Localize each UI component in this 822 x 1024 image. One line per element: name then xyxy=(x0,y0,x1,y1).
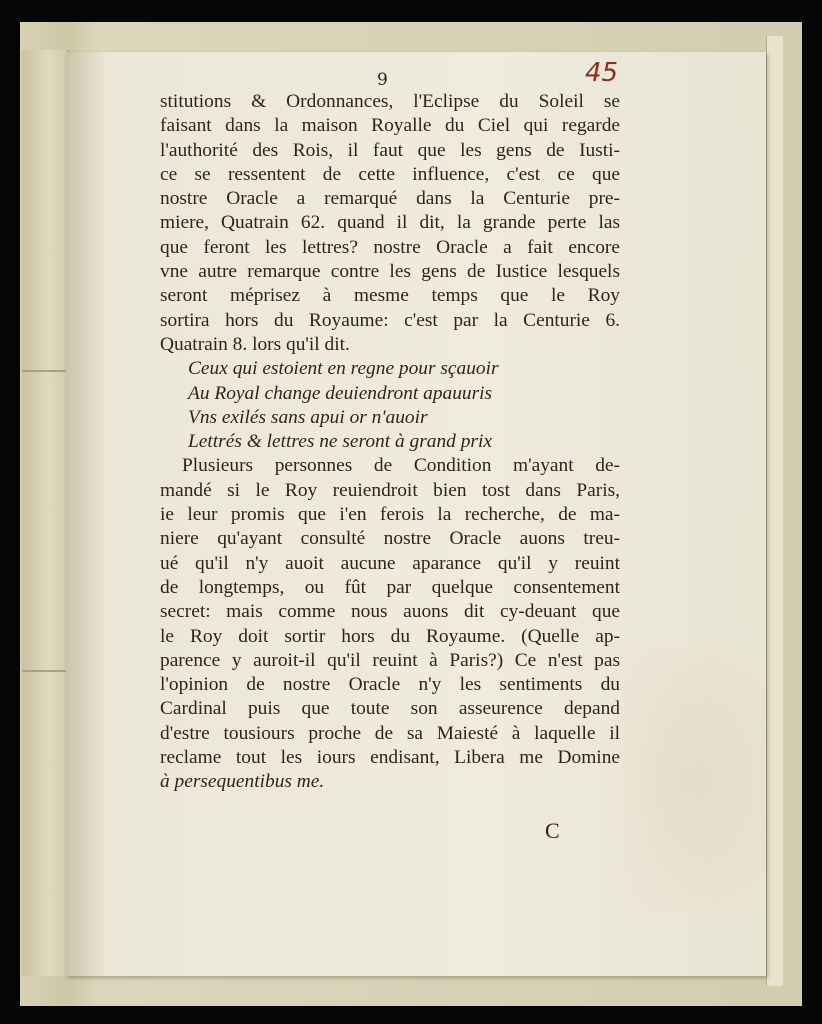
text-line: nostre Oracle a remarqué dans la Centurie pre- xyxy=(160,188,620,210)
page-gutter-shadow xyxy=(66,52,106,976)
text-line: vne autre remarque contre les gens de Iustice lesquels xyxy=(160,261,620,283)
text-line: reclame tout les iours endisant, Libera me Domine xyxy=(160,747,620,769)
paper-stain xyxy=(620,650,770,910)
text-line: faisant dans la maison Royalle du Ciel qui regarde xyxy=(160,115,620,137)
signature-mark: C xyxy=(545,818,560,843)
text-line: ie leur promis que i'en ferois la recherche, de ma- xyxy=(160,504,620,526)
text-line: d'estre tousiours proche de sa Maiesté à laquelle il xyxy=(160,722,620,744)
text-line: mandé si le Roy reuiendroit bien tost dans Paris, xyxy=(160,479,620,501)
text-line: Plusieurs personnes de Condition m'ayant de- xyxy=(182,455,620,477)
text-line: à persequentibus me. xyxy=(160,771,325,793)
text-line: seront méprisez à mesme temps que le Roy xyxy=(160,285,620,307)
verse-line: Lettrés & lettres ne seront à grand prix xyxy=(188,431,492,453)
left-page-edge xyxy=(22,50,69,976)
text-line: Quatrain 8. lors qu'il dit. xyxy=(160,333,350,355)
text-line: sortira hors du Royaume: c'est par la Centurie 6. xyxy=(160,309,620,331)
text-line: secret: mais comme nous auons dit cy-deuant que xyxy=(160,601,620,623)
text-line: parence y auroit-il qu'il reuint à Paris?) Ce n'est pas xyxy=(160,649,620,671)
verse-line: Ceux qui estoient en regne pour sçauoir xyxy=(188,358,499,380)
text-line: l'opinion de nostre Oracle n'y les sentiments du xyxy=(160,674,620,696)
text-line: que feront les lettres? nostre Oracle a fait encore xyxy=(160,236,620,258)
verse-line: Au Royal change deuiendront apauuris xyxy=(188,382,493,404)
text-line: l'authorité des Rois, il faut que les gens de Iusti- xyxy=(160,139,620,161)
text-line: miere, Quatrain 62. quand il dit, la grande perte las xyxy=(160,212,620,234)
text-line: le Roy doit sortir hors du Royaume. (Quelle ap- xyxy=(160,625,620,647)
text-line: ce se ressentent de cette influence, c'est ce que xyxy=(160,163,620,185)
text-line: stitutions & Ordonnances, l'Eclipse du Soleil se xyxy=(160,91,620,112)
folio-handwritten-number: 45 xyxy=(585,58,619,88)
page-body-text xyxy=(160,90,620,795)
verse-line: Vns exilés sans apui or n'auoir xyxy=(188,406,428,428)
text-line: ué qu'il n'y auoit aucune aparance qu'il y reuint xyxy=(160,552,620,574)
text-line: niere qu'ayant consulté nostre Oracle auons treu- xyxy=(160,528,620,550)
text-line: Cardinal puis que toute son asseurence depand xyxy=(160,698,620,720)
text-line: de longtemps, ou fût par quelque consentement xyxy=(160,576,620,598)
page-number: 9 xyxy=(377,70,388,90)
